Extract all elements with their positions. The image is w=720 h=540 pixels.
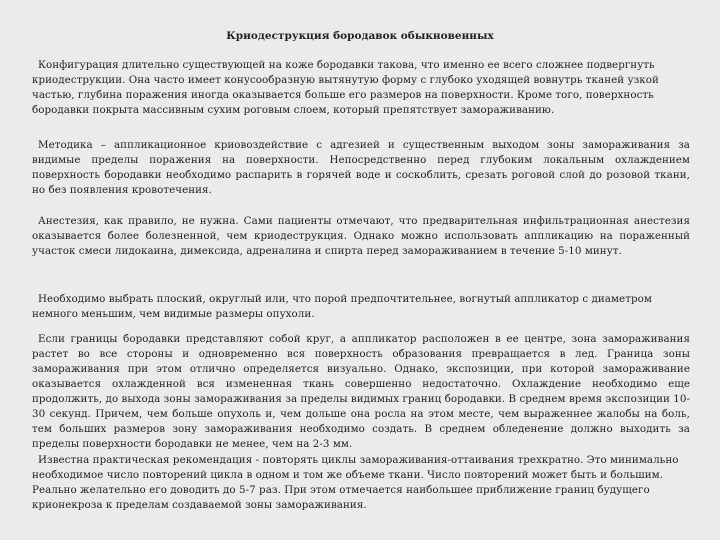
- paragraph-freezing-zone: [32, 332, 690, 452]
- document-title: Криодеструкция бородавок обыкновенных: [226, 30, 494, 42]
- paragraph-anesthesia: [32, 214, 690, 259]
- paragraph-text: Конфигурация длительно существующей на коже бородавки такова, что именно ее всего сложнее подвергнуть криодеструкции. Она часто имеет конусообразную вытянутую форму с глубоко уходящей вовнутрь тканей узкой частью, глубина поражения иногда оказывается больше его размеров на поверхности. Кроме того, поверхность бородавки покрыта массивным сухим роговым слоем, который препятствует замораживанию.: [32, 59, 659, 116]
- paragraph-text: Методика – аппликационное криовоздействие с адгезией и существенным выходом зоны замораживания за видимые пределы поражения на поверхности. Непосредственно перед глубоким локальным охлаждением поверхность бородавки необходимо распарить в горячей воде и соскоблить, срезать роговой слой до розовой ткани, но без появления кровотечения.: [32, 139, 690, 196]
- paragraph-text: Необходимо выбрать плоский, округлый или, что порой предпочтительнее, вогнутый аппликатор с диаметром немного меньшим, чем видимые размеры опухоли.: [32, 293, 652, 320]
- paragraph-text: Известна практическая рекомендация - повторять циклы замораживания-оттаивания трехкратно. Это минимально необходимое число повторений цикла в одном и том же объеме ткани. Число повторений может быть и большим. Реально желательно его доводить до 5-7 раз. При этом отмечается наибольшее приближение границ будущего крионекроза к пределам создаваемой зоны замораживания.: [32, 454, 679, 511]
- paragraph-applicator: [32, 292, 692, 322]
- paragraph-method: [32, 138, 690, 198]
- paragraph-text: Если границы бородавки представляют собой круг, а аппликатор расположен в ее центре, зона замораживания растет во все стороны и одновременно вся поверхность образования превращается в лед. Граница зоны замораживания при этом отлично определяется визуально. Однако, экспозиции, при которой замораживание оказывается охлажденной вся измененная ткань совершенно недостаточно. Охлаждение необходимо еще продолжить, до выхода зоны замораживания за пределы видимых границ бородавки. В среднем время экспозиции 10-30 секунд. Причем, чем больше опухоль и, чем дольше она росла на этом месте, чем выраженнее жалобы на боль, тем больших размеров зону замораживания необходимо создать. В среднем обледенение должно выходить за пределы поверхности бородавки не менее, чем на 2-3 мм.: [32, 333, 690, 450]
- paragraph-wart-configuration: [32, 58, 690, 118]
- paragraph-freeze-thaw-cycles: [32, 453, 690, 513]
- paragraph-text: Анестезия, как правило, не нужна. Сами пациенты отмечают, что предварительная инфильтрационная анестезия оказывается более болезненной, чем криодеструкция. Однако можно использовать аппликацию на пораженный участок смеси лидокаина, димексида, адреналина и спирта перед замораживанием в течение 5-10 минут.: [32, 215, 690, 257]
